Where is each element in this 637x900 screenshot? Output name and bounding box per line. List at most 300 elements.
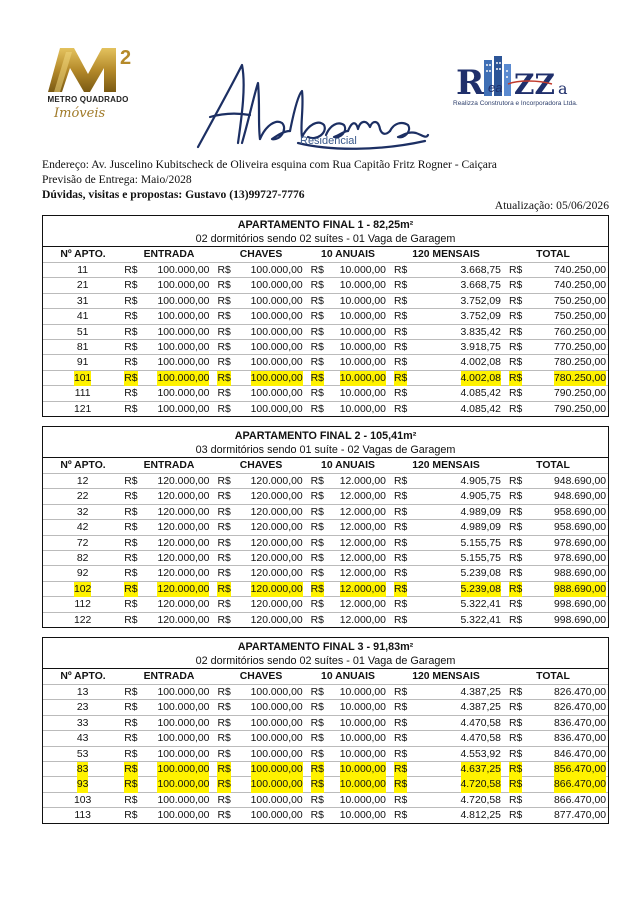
chaves-value: 100.000,00 <box>251 777 303 792</box>
currency-symbol: R$ <box>124 733 138 745</box>
apt-number: 31 <box>76 295 89 307</box>
currency-symbol: R$ <box>393 265 408 276</box>
table-description: 02 dormitórios sendo 02 suítes - 01 Vaga de Garagem <box>195 233 456 245</box>
column-header-entrada: ENTRADA <box>143 249 195 260</box>
currency-symbol: R$ <box>217 717 231 729</box>
chaves-value: 120.000,00 <box>250 568 303 580</box>
total-value: 866.470,00 <box>554 777 606 792</box>
entrada-value: 100.000,00 <box>157 371 209 386</box>
currency-symbol: R$ <box>217 341 231 353</box>
anuais-value: 10.000,00 <box>339 733 386 745</box>
entrada-value: 100.000,00 <box>157 326 210 338</box>
currency-symbol: R$ <box>508 403 523 415</box>
total-value: 948.690,00 <box>554 491 607 503</box>
table-header-row <box>43 668 608 684</box>
currency-symbol: R$ <box>508 568 523 580</box>
currency-symbol: R$ <box>310 614 324 626</box>
contact-line: Dúvidas, visitas e propostas: Gustavo (13)99727-7776 <box>42 188 305 201</box>
column-header-chaves: CHAVES <box>239 249 283 260</box>
currency-symbol: R$ <box>124 341 138 353</box>
mensais-value: 4.002,08 <box>460 357 501 369</box>
chaves-value: 100.000,00 <box>250 341 303 353</box>
currency-symbol: R$ <box>124 476 138 487</box>
currency-symbol: R$ <box>217 357 231 369</box>
total-value: 760.250,00 <box>554 326 607 338</box>
total-value: 836.470,00 <box>554 717 607 729</box>
currency-symbol: R$ <box>508 702 523 714</box>
mensais-value: 3.752,09 <box>460 295 501 307</box>
anuais-value: 12.000,00 <box>339 599 386 611</box>
currency-symbol: R$ <box>217 810 231 822</box>
table-row <box>43 262 608 277</box>
entrada-value: 100.000,00 <box>157 777 209 792</box>
total-value: 740.250,00 <box>554 280 607 292</box>
anuais-value: 12.000,00 <box>339 522 386 534</box>
anuais-value: 10.000,00 <box>339 403 386 415</box>
entrada-value: 100.000,00 <box>157 733 210 745</box>
mensais-value: 3.668,75 <box>460 280 501 292</box>
column-header-mensais: 120 MENSAIS <box>412 249 480 260</box>
currency-symbol: R$ <box>310 326 324 338</box>
currency-symbol: R$ <box>310 702 324 714</box>
currency-symbol: R$ <box>508 599 523 611</box>
apt-number: 113 <box>74 810 91 822</box>
currency-symbol: R$ <box>508 357 523 369</box>
chaves-value: 100.000,00 <box>250 311 303 323</box>
anuais-value: 12.000,00 <box>340 582 386 597</box>
table-row <box>43 308 608 323</box>
anuais-value: 10.000,00 <box>340 762 386 777</box>
total-value: 998.690,00 <box>554 614 607 626</box>
total-value: 958.690,00 <box>554 522 607 534</box>
mensais-value: 4.905,75 <box>460 491 501 503</box>
entrada-value: 100.000,00 <box>157 357 210 369</box>
currency-symbol: R$ <box>217 491 231 503</box>
mensais-value: 4.812,25 <box>460 810 501 822</box>
currency-symbol: R$ <box>310 794 324 806</box>
mensais-value: 3.918,75 <box>460 341 501 353</box>
currency-symbol: R$ <box>508 810 523 822</box>
chaves-value: 120.000,00 <box>250 491 303 503</box>
chaves-value: 120.000,00 <box>250 506 303 518</box>
currency-symbol: R$ <box>124 522 138 534</box>
currency-symbol: R$ <box>217 295 231 307</box>
table-row <box>43 354 608 369</box>
chaves-value: 120.000,00 <box>250 599 303 611</box>
currency-symbol: R$ <box>310 552 324 564</box>
entrada-value: 100.000,00 <box>157 265 210 276</box>
currency-symbol: R$ <box>508 687 523 698</box>
total-value: 988.690,00 <box>554 568 607 580</box>
currency-symbol: R$ <box>124 388 138 400</box>
currency-symbol: R$ <box>394 777 407 792</box>
svg-text:R: R <box>456 63 485 103</box>
mensais-value: 5.239,08 <box>461 582 501 597</box>
table-row <box>43 370 608 385</box>
chaves-value: 100.000,00 <box>250 388 303 400</box>
currency-symbol: R$ <box>124 265 138 276</box>
currency-symbol: R$ <box>217 280 231 292</box>
apt-number: 81 <box>76 341 89 353</box>
currency-symbol: R$ <box>393 537 408 549</box>
chaves-value: 120.000,00 <box>250 614 303 626</box>
table-title: APARTAMENTO FINAL 1 - 82,25m² <box>237 219 414 231</box>
table-header-row <box>43 246 608 262</box>
currency-symbol: R$ <box>393 388 408 400</box>
mensais-value: 3.752,09 <box>460 311 501 323</box>
table-row <box>43 596 608 611</box>
apt-number: 33 <box>76 717 89 729</box>
entrada-value: 120.000,00 <box>157 599 210 611</box>
table-row <box>43 535 608 550</box>
chaves-value: 100.000,00 <box>250 702 303 714</box>
anuais-value: 10.000,00 <box>339 794 386 806</box>
currency-symbol: R$ <box>393 568 408 580</box>
currency-symbol: R$ <box>124 810 138 822</box>
column-header-entrada: ENTRADA <box>143 671 195 682</box>
anuais-value: 12.000,00 <box>339 506 386 518</box>
table-row <box>43 339 608 354</box>
mensais-value: 3.668,75 <box>460 265 501 276</box>
currency-symbol: R$ <box>310 388 324 400</box>
apt-number: 93 <box>77 777 89 792</box>
currency-symbol: R$ <box>508 552 523 564</box>
entrada-value: 100.000,00 <box>157 810 210 822</box>
table-row <box>43 324 608 339</box>
column-header-total: TOTAL <box>536 249 570 260</box>
apt-number: 41 <box>76 311 89 323</box>
svg-text:a: a <box>558 79 568 98</box>
currency-symbol: R$ <box>124 794 138 806</box>
mensais-value: 4.387,25 <box>460 687 501 698</box>
currency-symbol: R$ <box>393 326 408 338</box>
chaves-value: 120.000,00 <box>250 552 303 564</box>
entrada-value: 100.000,00 <box>157 295 210 307</box>
total-value: 780.250,00 <box>554 371 606 386</box>
total-value: 790.250,00 <box>554 388 607 400</box>
mensais-value: 5.239,08 <box>460 568 501 580</box>
table-row <box>43 684 608 699</box>
apartment-table-3 <box>42 637 609 824</box>
update-date: Atualização: 05/06/2026 <box>494 199 609 212</box>
anuais-value: 10.000,00 <box>339 341 386 353</box>
mensais-value: 5.155,75 <box>460 552 501 564</box>
table-row <box>43 550 608 565</box>
currency-symbol: R$ <box>310 506 324 518</box>
chaves-value: 100.000,00 <box>250 295 303 307</box>
currency-symbol: R$ <box>508 537 523 549</box>
apartment-table-1 <box>42 215 609 417</box>
table-row <box>43 792 608 807</box>
currency-symbol: R$ <box>508 614 523 626</box>
apt-number: 42 <box>76 522 89 534</box>
table-row <box>43 581 608 596</box>
anuais-value: 10.000,00 <box>339 265 386 276</box>
total-value: 740.250,00 <box>554 265 607 276</box>
currency-symbol: R$ <box>217 371 230 386</box>
chaves-value: 120.000,00 <box>250 522 303 534</box>
anuais-value: 12.000,00 <box>339 537 386 549</box>
currency-symbol: R$ <box>393 810 408 822</box>
total-value: 780.250,00 <box>554 357 607 369</box>
svg-text:ZZ: ZZ <box>514 68 555 101</box>
currency-symbol: R$ <box>508 311 523 323</box>
table-row <box>43 488 608 503</box>
mensais-value: 4.085,42 <box>460 388 501 400</box>
entrada-value: 120.000,00 <box>157 522 210 534</box>
anuais-value: 10.000,00 <box>340 777 386 792</box>
column-header-chaves: CHAVES <box>239 671 283 682</box>
currency-symbol: R$ <box>124 371 137 386</box>
column-header-entrada: ENTRADA <box>143 460 195 471</box>
chaves-value: 100.000,00 <box>250 403 303 415</box>
m2-logo-subtitle: Imóveis <box>54 106 106 121</box>
mensais-value: 4.553,92 <box>460 748 501 760</box>
currency-symbol: R$ <box>217 748 231 760</box>
currency-symbol: R$ <box>508 733 523 745</box>
apt-number: 22 <box>76 491 89 503</box>
currency-symbol: R$ <box>310 403 324 415</box>
chaves-value: 120.000,00 <box>251 582 303 597</box>
currency-symbol: R$ <box>508 388 523 400</box>
currency-symbol: R$ <box>393 476 408 487</box>
total-value: 826.470,00 <box>554 687 607 698</box>
table-title: APARTAMENTO FINAL 2 - 105,41m² <box>234 430 417 442</box>
currency-symbol: R$ <box>508 717 523 729</box>
apt-number: 11 <box>77 265 89 276</box>
currency-symbol: R$ <box>508 295 523 307</box>
currency-symbol: R$ <box>217 311 231 323</box>
currency-symbol: R$ <box>217 614 231 626</box>
anuais-value: 10.000,00 <box>339 280 386 292</box>
total-value: 856.470,00 <box>554 762 606 777</box>
currency-symbol: R$ <box>509 371 522 386</box>
currency-symbol: R$ <box>311 777 324 792</box>
currency-symbol: R$ <box>394 582 407 597</box>
table-row <box>43 612 608 627</box>
currency-symbol: R$ <box>217 733 231 745</box>
currency-symbol: R$ <box>393 491 408 503</box>
currency-symbol: R$ <box>310 476 324 487</box>
apt-number: 112 <box>74 599 91 611</box>
currency-symbol: R$ <box>217 388 231 400</box>
apt-number: 32 <box>76 506 89 518</box>
entrada-value: 100.000,00 <box>157 403 210 415</box>
alabama-logo-subtitle: Residencial <box>300 135 357 147</box>
entrada-value: 120.000,00 <box>157 568 210 580</box>
currency-symbol: R$ <box>508 506 523 518</box>
currency-symbol: R$ <box>217 552 231 564</box>
entrada-value: 100.000,00 <box>157 341 210 353</box>
currency-symbol: R$ <box>393 295 408 307</box>
currency-symbol: R$ <box>124 326 138 338</box>
chaves-value: 100.000,00 <box>250 733 303 745</box>
currency-symbol: R$ <box>310 748 324 760</box>
mensais-value: 4.720,58 <box>460 794 501 806</box>
apt-number: 121 <box>73 403 92 415</box>
entrada-value: 100.000,00 <box>157 687 210 698</box>
currency-symbol: R$ <box>310 810 324 822</box>
currency-symbol: R$ <box>310 265 324 276</box>
currency-symbol: R$ <box>124 403 138 415</box>
currency-symbol: R$ <box>310 537 324 549</box>
currency-symbol: R$ <box>508 491 523 503</box>
table-row <box>43 746 608 761</box>
currency-symbol: R$ <box>508 326 523 338</box>
currency-symbol: R$ <box>393 717 408 729</box>
mensais-value: 4.905,75 <box>460 476 501 487</box>
anuais-value: 10.000,00 <box>339 357 386 369</box>
table-row <box>43 699 608 714</box>
table-header-row <box>43 457 608 473</box>
currency-symbol: R$ <box>217 794 231 806</box>
chaves-value: 100.000,00 <box>250 280 303 292</box>
total-value: 877.470,00 <box>554 810 607 822</box>
anuais-value: 10.000,00 <box>339 687 386 698</box>
apartment-table-2 <box>42 426 609 628</box>
apt-number: 101 <box>74 371 91 386</box>
mensais-value: 4.720,58 <box>461 777 501 792</box>
mensais-value: 4.085,42 <box>460 403 501 415</box>
currency-symbol: R$ <box>124 506 138 518</box>
currency-symbol: R$ <box>124 717 138 729</box>
apt-number: 12 <box>76 476 89 487</box>
entrada-value: 120.000,00 <box>157 491 210 503</box>
anuais-value: 12.000,00 <box>339 614 386 626</box>
anuais-value: 10.000,00 <box>339 702 386 714</box>
currency-symbol: R$ <box>393 748 408 760</box>
chaves-value: 100.000,00 <box>250 687 303 698</box>
currency-symbol: R$ <box>508 522 523 534</box>
currency-symbol: R$ <box>310 522 324 534</box>
column-header-anuais: 10 ANUAIS <box>321 671 375 682</box>
anuais-value: 12.000,00 <box>339 491 386 503</box>
mensais-value: 4.470,58 <box>460 733 501 745</box>
total-value: 790.250,00 <box>554 403 607 415</box>
currency-symbol: R$ <box>217 403 231 415</box>
currency-symbol: R$ <box>310 599 324 611</box>
column-header-total: TOTAL <box>536 460 570 471</box>
entrada-value: 100.000,00 <box>157 748 210 760</box>
mensais-value: 4.989,09 <box>460 506 501 518</box>
currency-symbol: R$ <box>311 371 324 386</box>
mensais-value: 3.835,42 <box>460 326 501 338</box>
total-value: 978.690,00 <box>554 552 607 564</box>
anuais-value: 10.000,00 <box>339 295 386 307</box>
currency-symbol: R$ <box>393 341 408 353</box>
total-value: 846.470,00 <box>554 748 607 760</box>
currency-symbol: R$ <box>509 762 522 777</box>
column-header-apt: Nº APTO. <box>60 671 106 682</box>
anuais-value: 12.000,00 <box>339 476 386 487</box>
currency-symbol: R$ <box>508 341 523 353</box>
realizza-tagline: Realizza Construtora e Incorporadora Ltda. <box>453 100 578 107</box>
currency-symbol: R$ <box>217 702 231 714</box>
chaves-value: 100.000,00 <box>251 371 303 386</box>
currency-symbol: R$ <box>311 762 324 777</box>
entrada-value: 120.000,00 <box>157 582 209 597</box>
currency-symbol: R$ <box>393 552 408 564</box>
currency-symbol: R$ <box>311 582 324 597</box>
column-header-total: TOTAL <box>536 671 570 682</box>
total-value: 998.690,00 <box>554 599 607 611</box>
m2-logo-mark-icon <box>44 40 144 96</box>
currency-symbol: R$ <box>124 491 138 503</box>
apt-number: 91 <box>76 357 89 369</box>
currency-symbol: R$ <box>508 280 523 292</box>
document-header <box>0 0 637 160</box>
table-row <box>43 519 608 534</box>
total-value: 948.690,00 <box>554 476 607 487</box>
entrada-value: 100.000,00 <box>157 388 210 400</box>
apt-number: 53 <box>76 748 89 760</box>
entrada-value: 100.000,00 <box>157 762 209 777</box>
column-header-apt: Nº APTO. <box>60 249 106 260</box>
anuais-value: 10.000,00 <box>339 717 386 729</box>
currency-symbol: R$ <box>393 733 408 745</box>
total-value: 750.250,00 <box>554 295 607 307</box>
table-row <box>43 277 608 292</box>
m2-logo-title: METRO QUADRADO <box>47 95 129 104</box>
entrada-value: 120.000,00 <box>157 537 210 549</box>
entrada-value: 100.000,00 <box>157 280 210 292</box>
table-row <box>43 385 608 400</box>
chaves-value: 120.000,00 <box>250 537 303 549</box>
apt-number: 92 <box>76 568 89 580</box>
chaves-value: 100.000,00 <box>250 794 303 806</box>
apt-number: 122 <box>73 614 92 626</box>
currency-symbol: R$ <box>394 371 407 386</box>
currency-symbol: R$ <box>217 537 231 549</box>
currency-symbol: R$ <box>217 522 231 534</box>
entrada-value: 120.000,00 <box>157 506 210 518</box>
column-header-mensais: 120 MENSAIS <box>412 671 480 682</box>
mensais-value: 5.155,75 <box>460 537 501 549</box>
address-line: Endereço: Av. Juscelino Kubitscheck de Oliveira esquina com Rua Capitão Fritz Rogner - Caiçara <box>42 158 497 171</box>
mensais-value: 4.989,09 <box>460 522 501 534</box>
apt-number: 23 <box>76 702 89 714</box>
currency-symbol: R$ <box>124 357 138 369</box>
total-value: 826.470,00 <box>554 702 607 714</box>
anuais-value: 12.000,00 <box>339 552 386 564</box>
currency-symbol: R$ <box>217 326 231 338</box>
apt-number: 51 <box>76 326 89 338</box>
mensais-value: 5.322,41 <box>460 614 501 626</box>
currency-symbol: R$ <box>310 295 324 307</box>
delivery-line: Previsão de Entrega: Maio/2028 <box>42 173 192 186</box>
entrada-value: 120.000,00 <box>157 476 210 487</box>
table-title: APARTAMENTO FINAL 3 - 91,83m² <box>237 641 414 653</box>
svg-text:2: 2 <box>120 47 132 69</box>
currency-symbol: R$ <box>124 614 138 626</box>
chaves-value: 100.000,00 <box>250 326 303 338</box>
currency-symbol: R$ <box>393 687 408 698</box>
currency-symbol: R$ <box>508 476 523 487</box>
total-value: 836.470,00 <box>554 733 607 745</box>
currency-symbol: R$ <box>393 280 408 292</box>
anuais-value: 10.000,00 <box>339 326 386 338</box>
table-description: 03 dormitórios sendo 01 suíte - 02 Vagas de Garagem <box>195 444 456 456</box>
currency-symbol: R$ <box>124 582 137 597</box>
currency-symbol: R$ <box>310 568 324 580</box>
column-header-anuais: 10 ANUAIS <box>321 460 375 471</box>
entrada-value: 100.000,00 <box>157 702 210 714</box>
table-row <box>43 807 608 822</box>
table-row <box>43 715 608 730</box>
mensais-value: 5.322,41 <box>460 599 501 611</box>
currency-symbol: R$ <box>393 702 408 714</box>
currency-symbol: R$ <box>310 357 324 369</box>
